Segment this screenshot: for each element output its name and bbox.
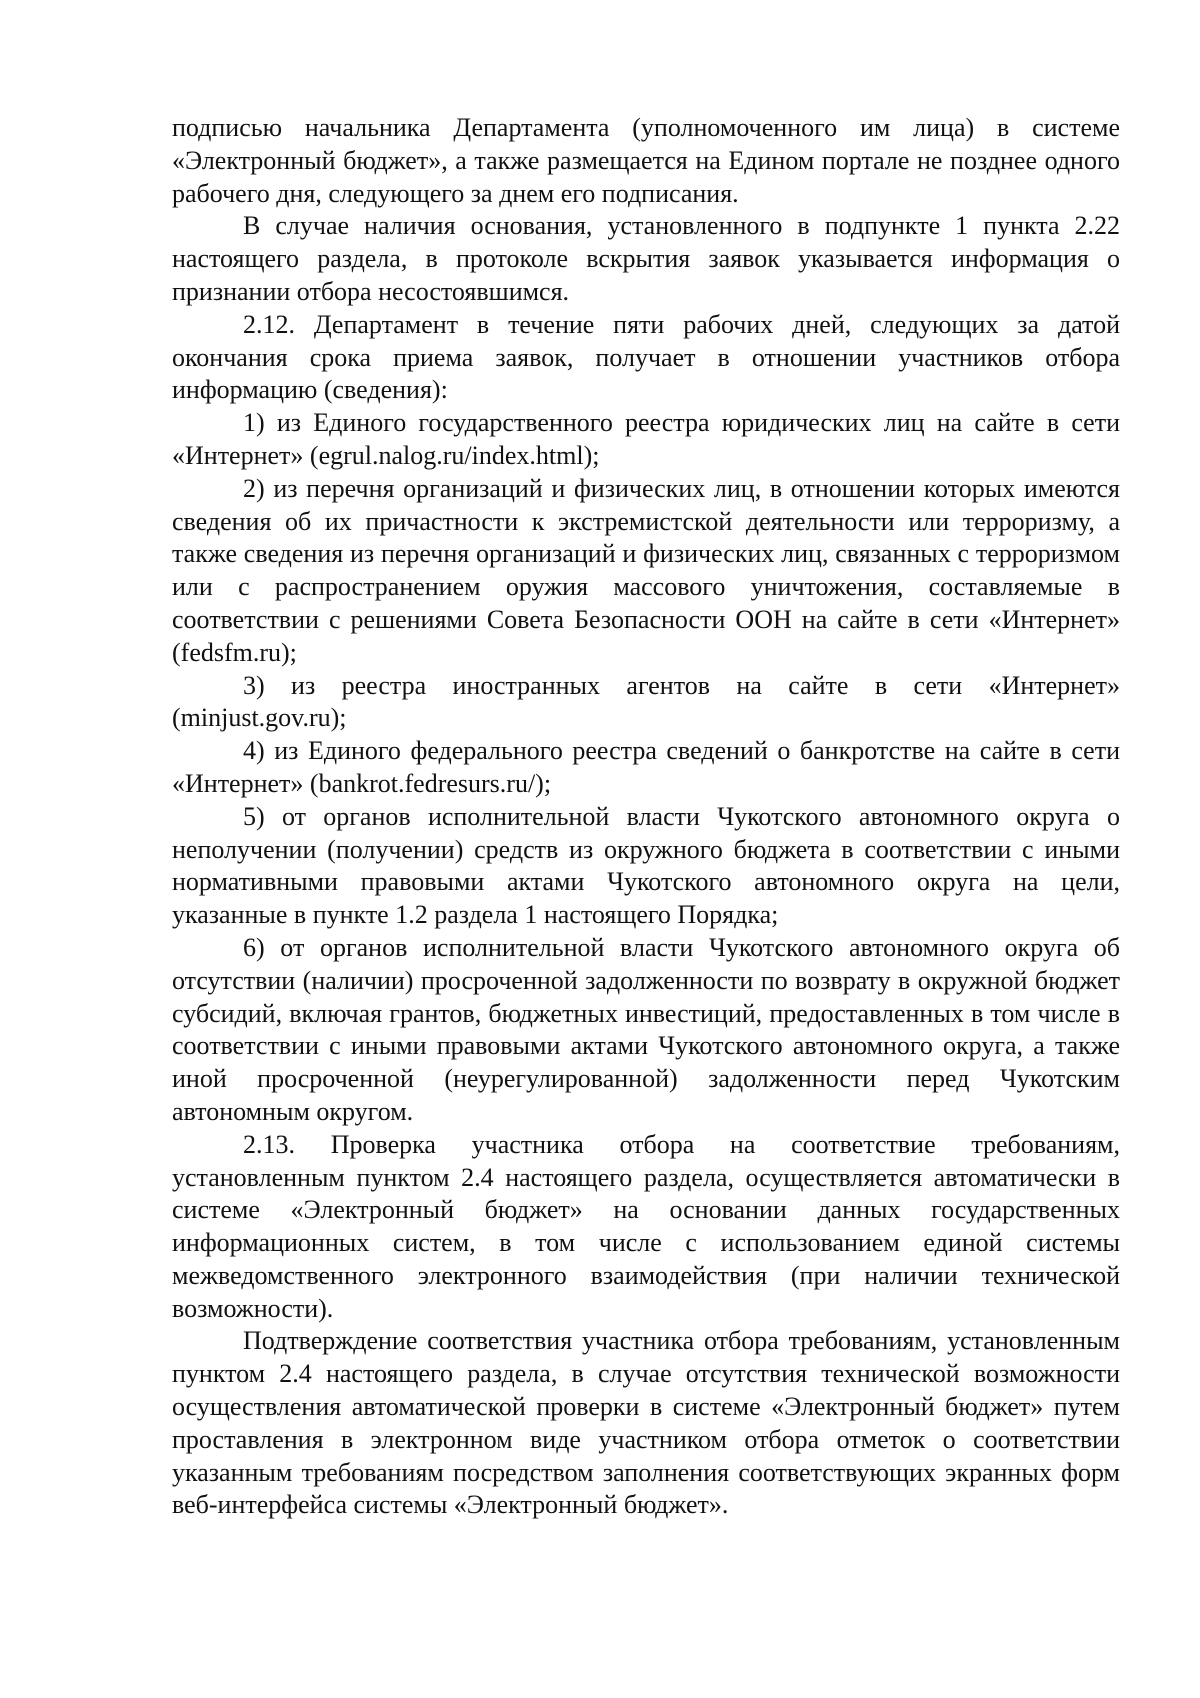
paragraph-signature-continuation: подписью начальника Департамента (уполномоченного им лица) в системе «Электронный бюджет», а также размещается на Едином портале не позднее одного рабочего дня, следующего за днем его подписания. xyxy=(172,113,1120,208)
document-page xyxy=(172,112,1120,1522)
list-item-foreign-agents: 3) из реестра иностранных агентов на сайте в сети «Интернет» (minjust.gov.ru); xyxy=(172,670,1120,733)
paragraph-failed-selection: В случае наличия основания, установленного в подпункте 1 пункта 2.22 настоящего раздела, в протоколе вскрытия заявок указывается информация о признании отбора несостоявшимся. xyxy=(172,211,1120,306)
paragraph-clause-2-13: 2.13. Проверка участника отбора на соответствие требованиям, установленным пунктом 2.4 настоящего раздела, осуществляется автоматически в системе «Электронный бюджет» на основании данных государственных информационных систем, в том числе с использованием единой системы межведомственного электронного взаимодействия (при наличии технической возможности). xyxy=(172,1129,1120,1323)
list-item-extremism-list: 2) из перечня организаций и физических лиц, в отношении которых имеются сведения об их причастности к экстремистской деятельности или терроризму, а также сведения из перечня организаций и физических лиц, связанных с терроризмом или с распространением оружия массового уничтожения, составляемые в соответствии с решениями Совета Безопасности ООН на сайте в сети «Интернет» (fedsfm.ru); xyxy=(172,473,1120,667)
list-item-egrul: 1) из Единого государственного реестра юридических лиц на сайте в сети «Интернет» (egrul.nalog.ru/index.html); xyxy=(172,408,1120,470)
paragraph-clause-2-12: 2.12. Департамент в течение пяти рабочих дней, следующих за датой окончания срока приема заявок, получает в отношении участников отбора информацию (сведения): xyxy=(172,309,1120,405)
list-item-overdue-debt: 6) от органов исполнительной власти Чукотского автономного округа об отсутствии (наличии) просроченной задолженности по возврату в окружной бюджет субсидий, включая грантов, бюджетных инвестиций, предоставленных в том числе в соответствии с иными правовыми актами Чукотского автономного округа, а также иной просроченной (неурегулированной) задолженности перед Чукотским автономным округом. xyxy=(172,932,1120,1126)
paragraph-confirmation: Подтверждение соответствия участника отбора требованиям, установленным пунктом 2.4 настоящего раздела, в случае отсутствия технической возможности осуществления автоматической проверки в системе «Электронный бюджет» путем проставления в электронном виде участником отбора отметок о соответствии указанным требованиям посредством заполнения соответствующих экранных форм веб-интерфейса системы «Электронный бюджет». xyxy=(172,1326,1120,1520)
list-item-bankruptcy-registry: 4) из Единого федерального реестра сведений о банкротстве на сайте в сети «Интернет» (bankrot.fedresurs.ru/); xyxy=(172,736,1120,798)
list-item-budget-funds: 5) от органов исполнительной власти Чукотского автономного округа о неполучении (получении) средств из окружного бюджета в соответствии с иными нормативными правовыми актами Чукотского автономного округа на цели, указанные в пункте 1.2 раздела 1 настоящего Порядка; xyxy=(172,801,1120,930)
